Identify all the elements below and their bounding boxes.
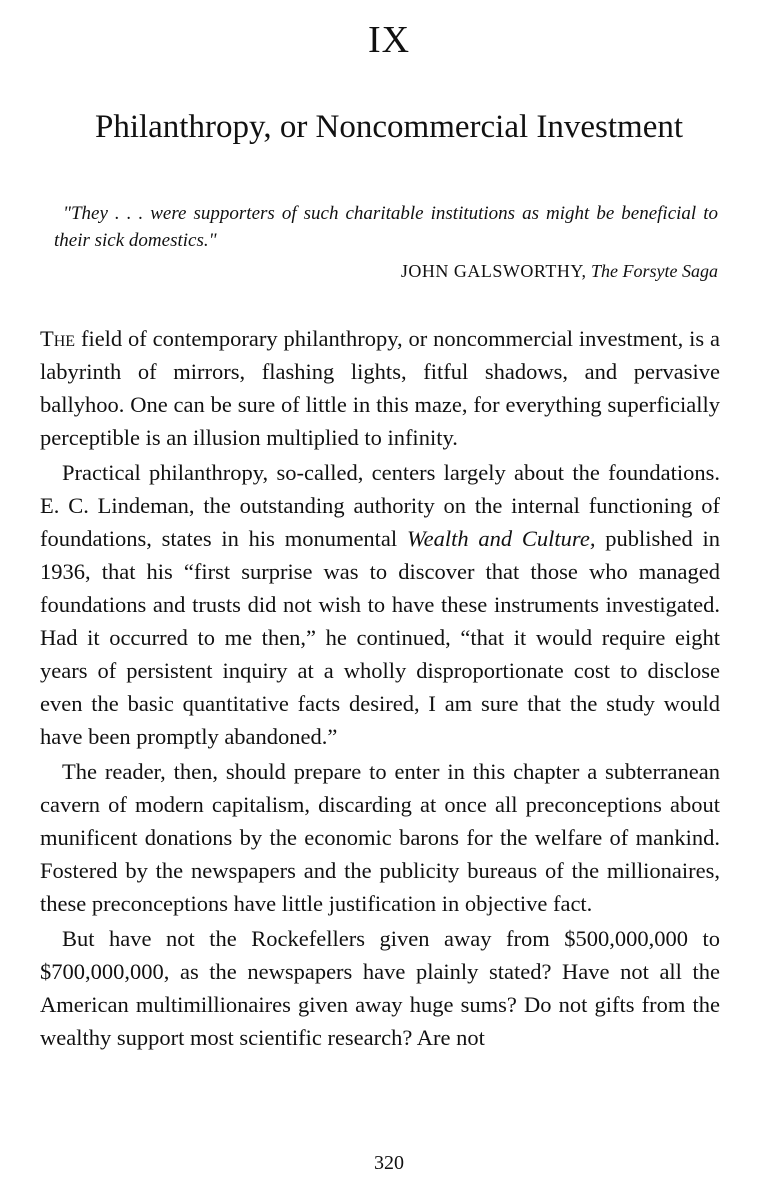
chapter-title: Philanthropy, or Noncommercial Investment [94,109,684,145]
paragraph-1-text: field of contemporary philanthropy, or noncommercial investment, is a labyrinth of mirrors, flashing lights, fitful shadows, and pervasive ballyhoo. One can be sure of little in this maze, for everything superficially perceptible is an illusion multiplied to infinity. [40,326,720,450]
epigraph-work: The Forsyte Saga [591,261,718,281]
paragraph-1-lead: The [40,326,76,351]
paragraph-2-text-b: published in 1936, that his “first surprise was to discover that those who managed foundations and trusts did not wish to have these instruments investigated. Had it occurred to me then,” he continued, “that it would require eight years of persistent inquiry at a wholly disproportionate cost to disclose even the basic quantitative facts desired, I am sure that the study would have been promptly abandoned.” [40,526,721,749]
epigraph-attribution [54,258,718,285]
chapter-body [40,322,720,1056]
chapter-number: IX [367,19,411,61]
paragraph-2-text-a: Practical philanthropy, so-called, centers largely about the foundations. E. C. Lindeman, the outstanding authority on the internal functioning of foundations, states in his monumental [40,460,720,551]
paragraph-2 [40,456,720,753]
paragraph-1 [40,322,720,454]
epigraph [54,200,718,285]
book-title-wealth-and-culture: Wealth and Culture, [406,526,596,551]
epigraph-quote: "They . . . were supporters of such charitable institutions as might be beneficial to their sick domestics." [54,203,718,251]
epigraph-author: JOHN GALSWORTHY, [400,261,587,281]
page-number: 320 [374,1152,404,1174]
paragraph-4: But have not the Rockefellers given away from $500,000,000 to $700,000,000, as the newspapers have plainly stated? Have not all the American multimillionaires given away huge sums? Do not gifts from the wealthy support most scientific research? Are not [40,926,720,1050]
paragraph-3: The reader, then, should prepare to enter in this chapter a subterranean cavern of modern capitalism, discarding at once all preconceptions about munificent donations by the economic barons for the welfare of mankind. Fostered by the newspapers and the publicity bureaus of the millionaires, these preconceptions have little justification in objective fact. [40,759,720,916]
